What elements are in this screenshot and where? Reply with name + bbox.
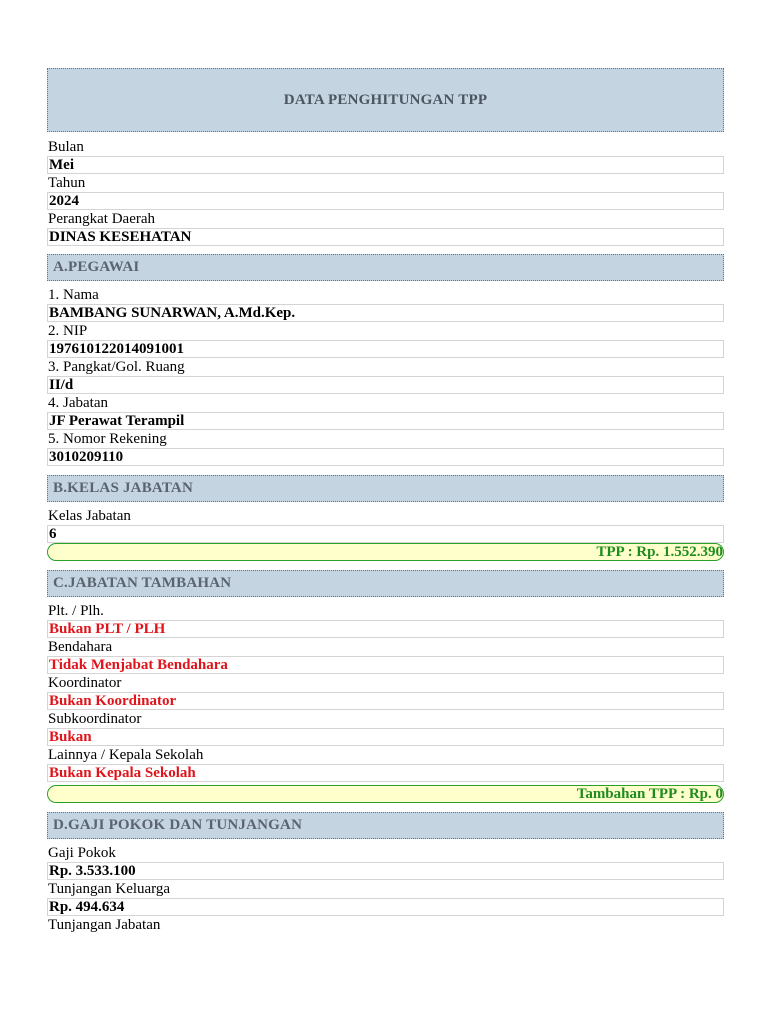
page-title: DATA PENGHITUNGAN TPP	[47, 68, 724, 132]
lainnya-field[interactable]: Bukan Kepala Sekolah	[47, 764, 724, 782]
jabatan-label: 4. Jabatan	[48, 395, 108, 411]
pangkat-label: 3. Pangkat/Gol. Ruang	[48, 359, 185, 375]
tpp-total: TPP : Rp. 1.552.390	[47, 543, 724, 561]
plt-field[interactable]: Bukan PLT / PLH	[47, 620, 724, 638]
nip-label: 2. NIP	[48, 323, 88, 339]
perangkat-daerah-label: Perangkat Daerah	[48, 211, 156, 227]
bendahara-field[interactable]: Tidak Menjabat Bendahara	[47, 656, 724, 674]
section-c-fields	[47, 602, 724, 803]
bulan-field[interactable]: Mei	[47, 156, 724, 174]
subkoordinator-label: Subkoordinator	[48, 711, 142, 727]
perangkat-daerah-field[interactable]: DINAS KESEHATAN	[47, 228, 724, 246]
bendahara-label: Bendahara	[48, 639, 113, 655]
pangkat-field[interactable]: II/d	[47, 376, 724, 394]
bulan-label: Bulan	[48, 139, 84, 155]
section-d-fields	[47, 844, 724, 934]
tahun-field[interactable]: 2024	[47, 192, 724, 210]
tunjangan-keluarga-label: Tunjangan Keluarga	[48, 881, 171, 897]
section-b-header: B.KELAS JABATAN	[47, 475, 724, 502]
jabatan-field[interactable]: JF Perawat Terampil	[47, 412, 724, 430]
section-b-fields	[47, 507, 724, 561]
kelas-jabatan-label: Kelas Jabatan	[48, 508, 131, 524]
koordinator-field[interactable]: Bukan Koordinator	[47, 692, 724, 710]
tunjangan-keluarga-field[interactable]: Rp. 494.634	[47, 898, 724, 916]
plt-label: Plt. / Plh.	[48, 603, 104, 619]
tpp-form	[47, 68, 724, 934]
gaji-pokok-label: Gaji Pokok	[48, 845, 116, 861]
koordinator-label: Koordinator	[48, 675, 122, 691]
subkoordinator-field[interactable]: Bukan	[47, 728, 724, 746]
rekening-field[interactable]: 3010209110	[47, 448, 724, 466]
tahun-label: Tahun	[48, 175, 86, 191]
nama-field[interactable]: BAMBANG SUNARWAN, A.Md.Kep.	[47, 304, 724, 322]
nama-label: 1. Nama	[48, 287, 99, 303]
tunjangan-jabatan-label: Tunjangan Jabatan	[48, 917, 161, 933]
section-a-fields	[47, 286, 724, 466]
section-c-header: C.JABATAN TAMBAHAN	[47, 570, 724, 597]
lainnya-label: Lainnya / Kepala Sekolah	[48, 747, 204, 763]
kelas-jabatan-field[interactable]: 6	[47, 525, 724, 543]
tambahan-tpp-total: Tambahan TPP : Rp. 0	[47, 785, 724, 803]
header-fields	[47, 138, 724, 246]
section-d-header: D.GAJI POKOK DAN TUNJANGAN	[47, 812, 724, 839]
gaji-pokok-field[interactable]: Rp. 3.533.100	[47, 862, 724, 880]
section-a-header: A.PEGAWAI	[47, 254, 724, 281]
nip-field[interactable]: 197610122014091001	[47, 340, 724, 358]
rekening-label: 5. Nomor Rekening	[48, 431, 167, 447]
